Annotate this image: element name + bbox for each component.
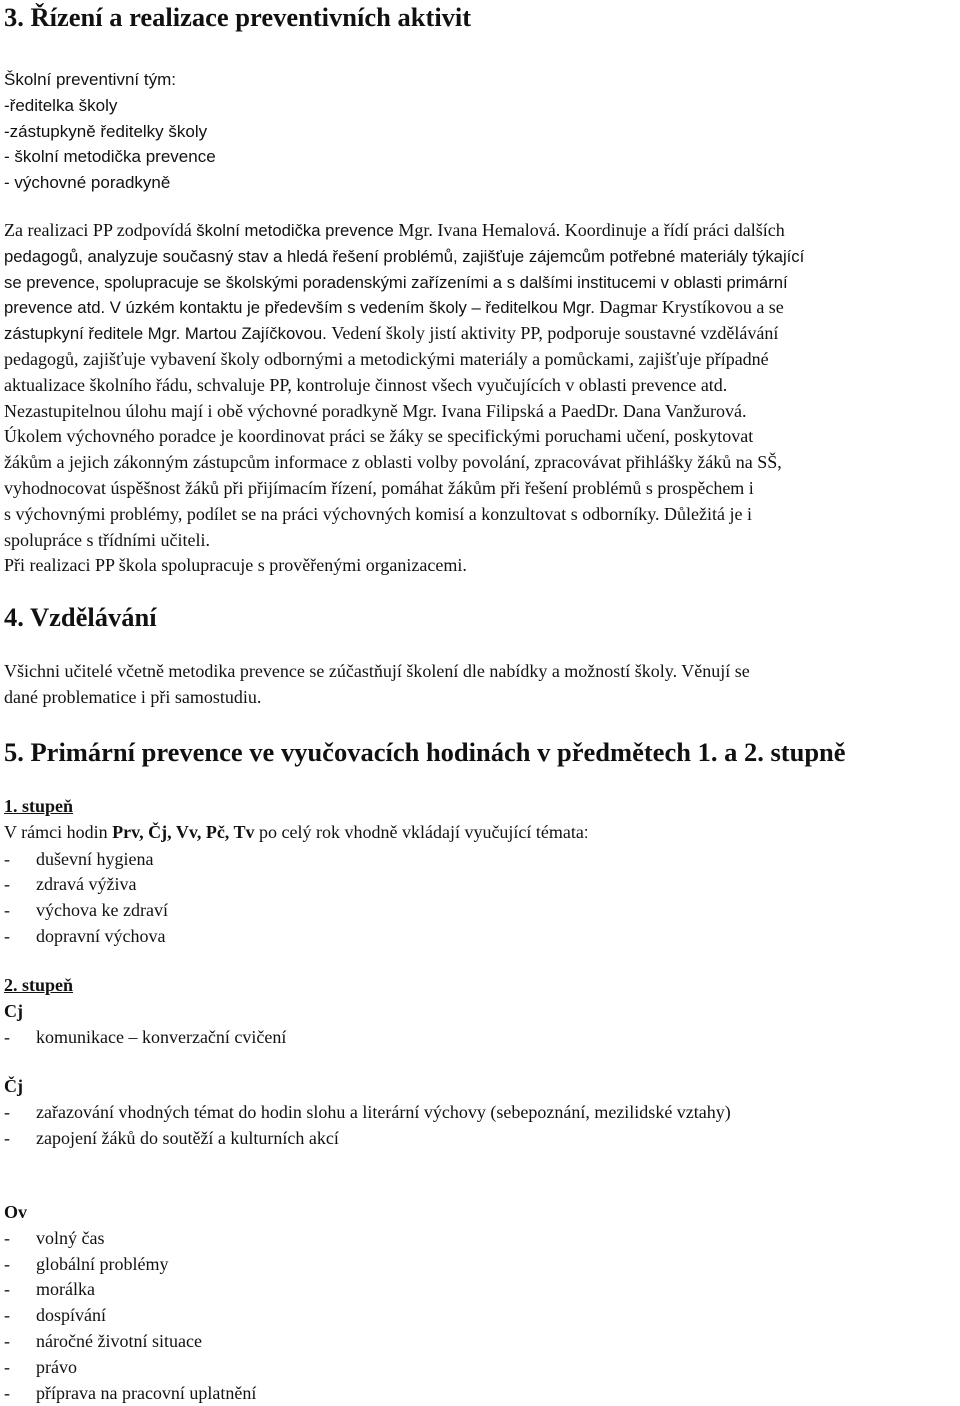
list-item-text: zařazování vhodných témat do hodin slohu a literární výchovy (sebepoznání, mezilidské vztahy) (36, 1101, 731, 1122)
list-item-text: náročné životní situace (36, 1330, 202, 1351)
dash: - (4, 1101, 10, 1122)
paragraph-line: aktualizace školního řádu, schvaluje PP, kontroluje činnost všech vyučujících v oblasti prevence atd. (4, 374, 728, 395)
paragraph-line (4, 321, 956, 347)
list-item-text: zapojení žáků do soutěží a kulturních akcí (36, 1127, 339, 1148)
paragraph-line: s výchovnými problémy, podílet se na práci výchovných komisí a konzultovat s odborníky. Důležitá je i (4, 503, 753, 524)
list-item (4, 924, 589, 950)
text-run: Mgr. Ivana Hemalová. (393, 220, 565, 240)
section-3-heading: 3. Řízení a realizace preventivních aktivit (4, 2, 472, 32)
stupen-2-block (4, 973, 286, 1050)
paragraph-line: vyhodnocovat úspěšnost žáků při přijímacím řízení, pomáhat žákům při řešení problémů s prospěchem i (4, 477, 754, 498)
section-4-heading: 4. Vzdělávání (4, 602, 157, 632)
list-item-text: komunikace – konverzační cvičení (36, 1026, 287, 1047)
list-item (4, 1277, 256, 1303)
dash: - (4, 925, 10, 946)
dash: - (4, 900, 10, 921)
subject-heading: Čj (4, 1076, 23, 1096)
list-item (4, 1355, 256, 1381)
paragraph-line: pedagogů, zajišťuje vybavení školy odbornými a metodickými materiály a pomůckami, zajišťuje případné (4, 348, 769, 369)
section-4-paragraph (4, 659, 956, 711)
subject-topics (4, 1025, 286, 1051)
list-item-text: právo (36, 1356, 77, 1377)
dash: - (4, 1382, 10, 1403)
team-member: - školní metodička prevence (4, 147, 216, 167)
list-item (4, 1025, 286, 1051)
list-item (4, 847, 589, 873)
section-3-paragraph (4, 218, 956, 579)
subject-heading: Ov (4, 1202, 28, 1222)
stupen-1-title: 1. stupeň (4, 796, 74, 816)
subject-block-ov (4, 1200, 256, 1406)
dash: - (4, 1356, 10, 1377)
paragraph-line (4, 295, 956, 321)
text-run: : (583, 823, 589, 842)
stupen-1-block (4, 794, 589, 950)
list-item (4, 1252, 256, 1278)
dash: - (4, 1330, 10, 1351)
paragraph-line: žákům a jejich zákonným zástupcům informace z oblasti volby povolání, zpracovávat přihlášky žáků na SŠ, (4, 452, 782, 473)
paragraph-line (4, 244, 956, 270)
dash: - (4, 1026, 10, 1047)
subject-topics (4, 1226, 256, 1406)
text-run: zástupkyní ředitele Mgr. Martou Zajíčkovou. (4, 324, 332, 344)
dash: - (4, 1127, 10, 1148)
stupen-2-title: 2. stupeň (4, 975, 74, 995)
list-item (4, 1329, 256, 1355)
text-run: prevence atd. V úzkém kontaktu je především s vedením školy – ředitelkou Mgr. (4, 298, 595, 318)
dash: - (4, 1253, 10, 1274)
list-item (4, 1226, 256, 1252)
list-item (4, 1381, 256, 1406)
team-member: - výchovné poradkyně (4, 173, 171, 193)
stupen-1-topics (4, 847, 589, 950)
dash: - (4, 1279, 10, 1300)
subject-topics (4, 1100, 731, 1152)
stupen-1-intro (4, 820, 589, 847)
text-run: se prevence, spolupracuje se školskými poradenskými zařízeními a s dalšími institucemi v oblasti primární (4, 272, 788, 292)
section-5-heading: 5. Primární prevence ve vyučovacích hodinách v předmětech 1. a 2. stupně (4, 737, 846, 767)
text-run: Dagmar Krystíkovou a se (594, 297, 784, 318)
paragraph-line (4, 270, 956, 296)
list-item (4, 898, 589, 924)
list-item (4, 1126, 731, 1152)
list-item-text: výchova ke zdraví (36, 900, 168, 921)
text-run: pedagogů, analyzuje současný stav a hledá řešení problémů, zajišťuje zájemcům potřebné materiály týkající (4, 246, 805, 266)
list-item (4, 872, 589, 898)
list-item-text: morálka (36, 1279, 95, 1300)
list-item-text: dospívání (36, 1305, 106, 1326)
list-item (4, 1303, 256, 1329)
dash: - (4, 848, 10, 869)
subject-list: Prv, Čj, Vv, Pč, Tv (112, 821, 255, 842)
subject-heading: Cj (4, 1000, 23, 1021)
dash: - (4, 1305, 10, 1326)
text-run: Koordinuje a řídí práci dalších (564, 220, 785, 240)
text-run: Vedení školy jistí aktivity PP, podporuje soustavné vzdělávání (331, 323, 779, 344)
team-member: -ředitelka školy (4, 95, 118, 115)
list-item-text: volný čas (36, 1227, 105, 1248)
subject-block-cj (4, 1074, 731, 1151)
text-run: po celý rok vhodně vkládají vyučující témata (254, 821, 584, 842)
list-item-text: globální problémy (36, 1253, 169, 1274)
paragraph-line: Všichni učitelé včetně metodika prevence se zúčastňují školení dle nabídky a možností školy. Věnují se (4, 661, 750, 681)
dash: - (4, 874, 10, 895)
paragraph-line: Úkolem výchovného poradce je koordinovat práci se žáky se specifickými poruchami učení, poskytovat (4, 426, 754, 447)
paragraph-line (4, 218, 956, 244)
team-member: -zástupkyně ředitelky školy (4, 121, 208, 141)
paragraph-line: dané problematice i při samostudiu. (4, 686, 262, 707)
paragraph-line: Nezastupitelnou úlohu mají i obě výchovné poradkyně Mgr. Ivana Filipská a PaedDr. Dana Vanžurová. (4, 400, 747, 421)
text-run: V rámci hodin (4, 821, 113, 842)
text-run: školní metodička prevence (196, 221, 394, 240)
list-item-text: příprava na pracovní uplatnění (36, 1382, 257, 1403)
text-run: Za realizaci PP zodpovídá (4, 220, 197, 240)
list-item (4, 1100, 731, 1126)
dash: - (4, 1227, 10, 1248)
team-title: Školní preventivní tým: (4, 70, 176, 89)
list-item-text: duševní hygiena (36, 848, 154, 869)
prevention-team (4, 67, 216, 196)
paragraph-closing: Při realizaci PP škola spolupracuje s prověřenými organizacemi. (4, 555, 467, 576)
list-item-text: zdravá výživa (36, 874, 137, 895)
paragraph-line: spolupráce s třídními učiteli. (4, 529, 210, 550)
list-item-text: dopravní výchova (36, 925, 166, 946)
